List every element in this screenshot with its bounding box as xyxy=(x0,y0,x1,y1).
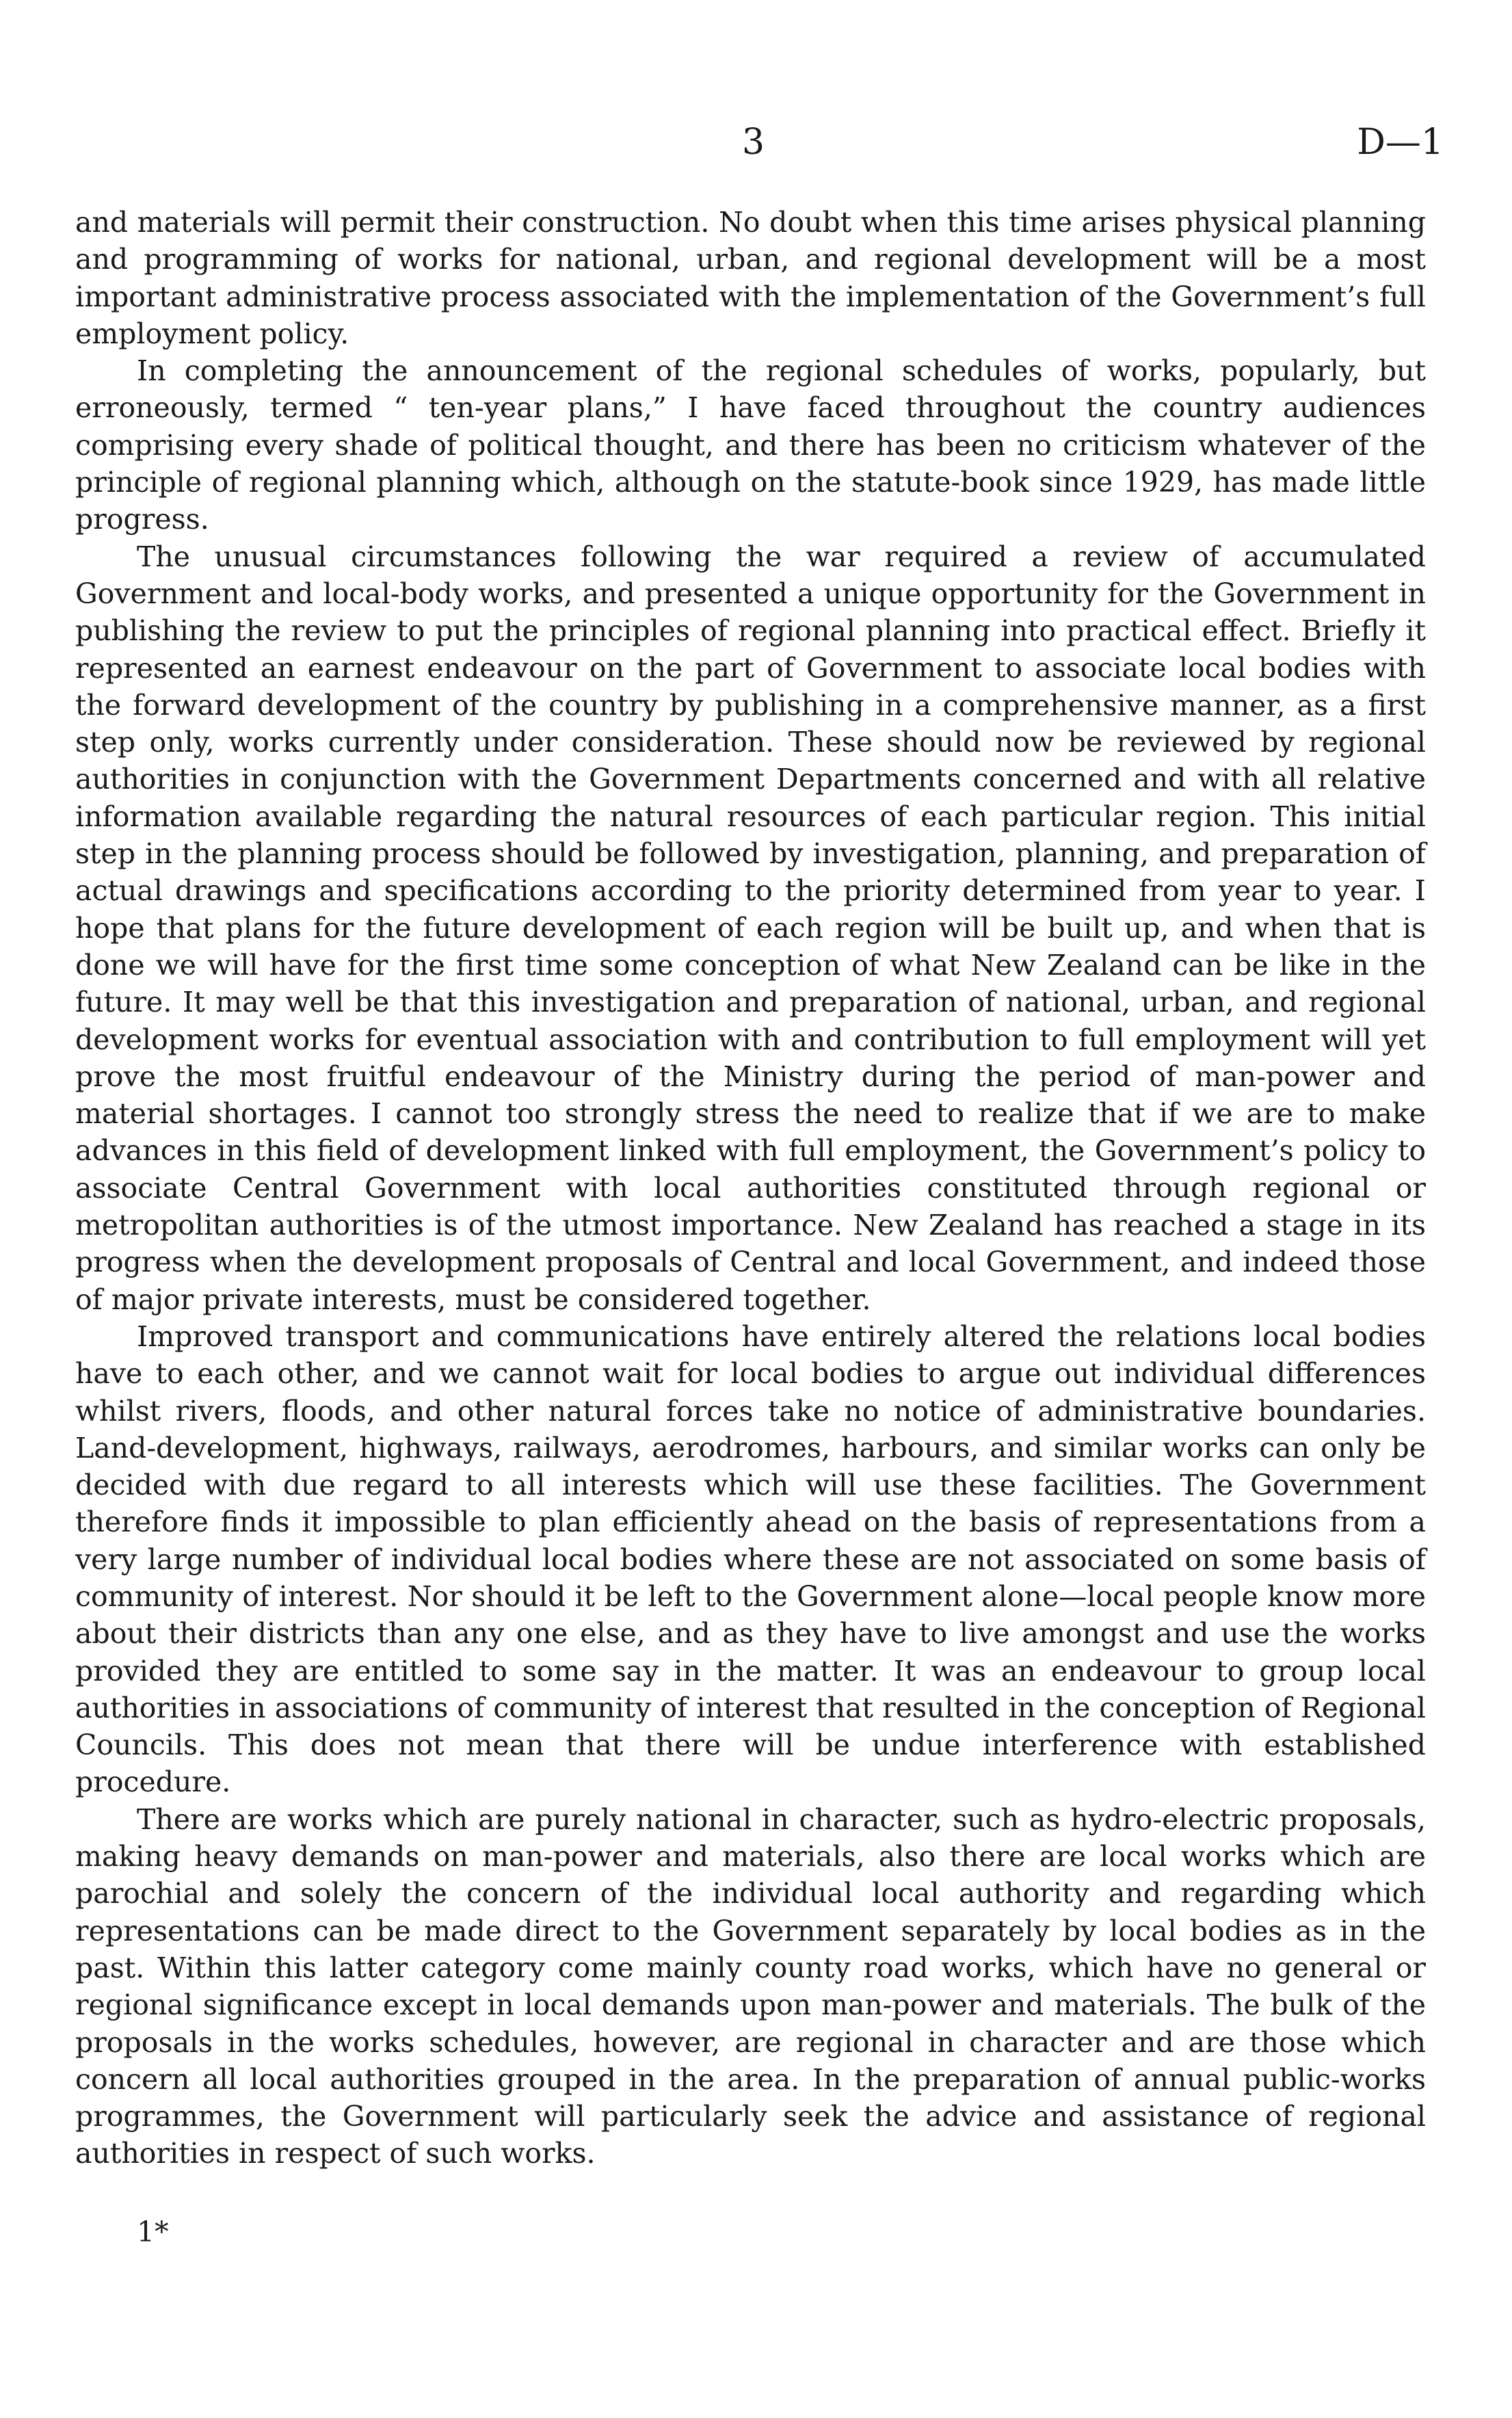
paragraph-4: Improved transport and communications have entirely altered the relations local bodies have to each other, and we cannot wait for local bodies to argue out individual differences whilst rivers, floods, and other natural forces take no notice of administrative boundaries. Land-development, highways, railways, aerodromes, harbours, and similar works can only be decided with due regard to all interests which will use these facilities. The Government therefore finds it impossible to plan efficiently ahead on the basis of representations from a very large number of individual local bodies where these are not associated on some basis of community of interest. Nor should it be left to the Government alone—local people know more about their districts than any one else, and as they have to live amongst and use the works provided they are entitled to some say in the matter. It was an endeavour to group local authorities in associations of community of interest that resulted in the conception of Regional Councils. This does not mean that there will be undue interference with established procedure. xyxy=(75,1319,1426,1799)
paragraph-2: In completing the announcement of the regional schedules of works, popularly, but erroneously, termed “ ten-year plans,” I have faced throughout the country audiences comprising every shade of political thought, and there has been no criticism whatever of the principle of regional planning which, although on the statute-book since 1929, has made little progress. xyxy=(75,354,1426,536)
signature-mark: 1* xyxy=(137,2216,169,2248)
body-text xyxy=(75,204,1426,2172)
page-header xyxy=(0,122,1512,176)
document-code: D—1 xyxy=(1357,122,1444,163)
paragraph-3: The unusual circumstances following the war required a review of accumulated Government and local-body works, and presented a unique opportunity for the Government in publishing the review to put the principles of regional planning into practical effect. Briefly it represented an earnest endeavour on the part of Government to associate local bodies with the forward development of the country by publishing in a comprehensive manner, as a first step only, works currently under consideration. These should now be reviewed by regional authorities in conjunction with the Government Departments concerned and with all relative information available regarding the natural resources of each particular region. This initial step in the planning process should be followed by investigation, planning, and preparation of actual drawings and specifications according to the priority determined from year to year. I hope that plans for the future development of each region will be built up, and when that is done we will have for the first time some conception of what New Zealand can be like in the future. It may well be that this investigation and preparation of national, urban, and regional development works for eventual association with and contribution to full employment will yet prove the most fruitful endeavour of the Ministry during the period of man-power and material shortages. I cannot too strongly stress the need to realize that if we are to make advances in this field of development linked with full employment, the Government’s policy to associate Central Government with local authorities constituted through regional or metropolitan authorities is of the utmost importance. New Zealand has reached a stage in its progress when the development proposals of Central and local Government, and indeed those of major private interests, must be considered together. xyxy=(75,540,1426,1316)
page-number: 3 xyxy=(742,122,765,163)
paragraph-1: and materials will permit their construction. No doubt when this time arises physical planning and programming of works for national, urban, and regional development will be a most important administrative process associated with the implementation of the Government’s full employment policy. xyxy=(75,206,1426,350)
paragraph-5: There are works which are purely national in character, such as hydro-electric proposals, making heavy demands on man-power and materials, also there are local works which are parochial and solely the concern of the individual local authority and regarding which representations can be made direct to the Government separately by local bodies as in the past. Within this latter category come mainly county road works, which have no general or regional significance except in local demands upon man-power and materials. The bulk of the proposals in the works schedules, however, are regional in character and are those which concern all local authorities grouped in the area. In the preparation of annual public-works programmes, the Government will particularly seek the advice and assistance of regional authorities in respect of such works. xyxy=(75,1802,1426,2170)
